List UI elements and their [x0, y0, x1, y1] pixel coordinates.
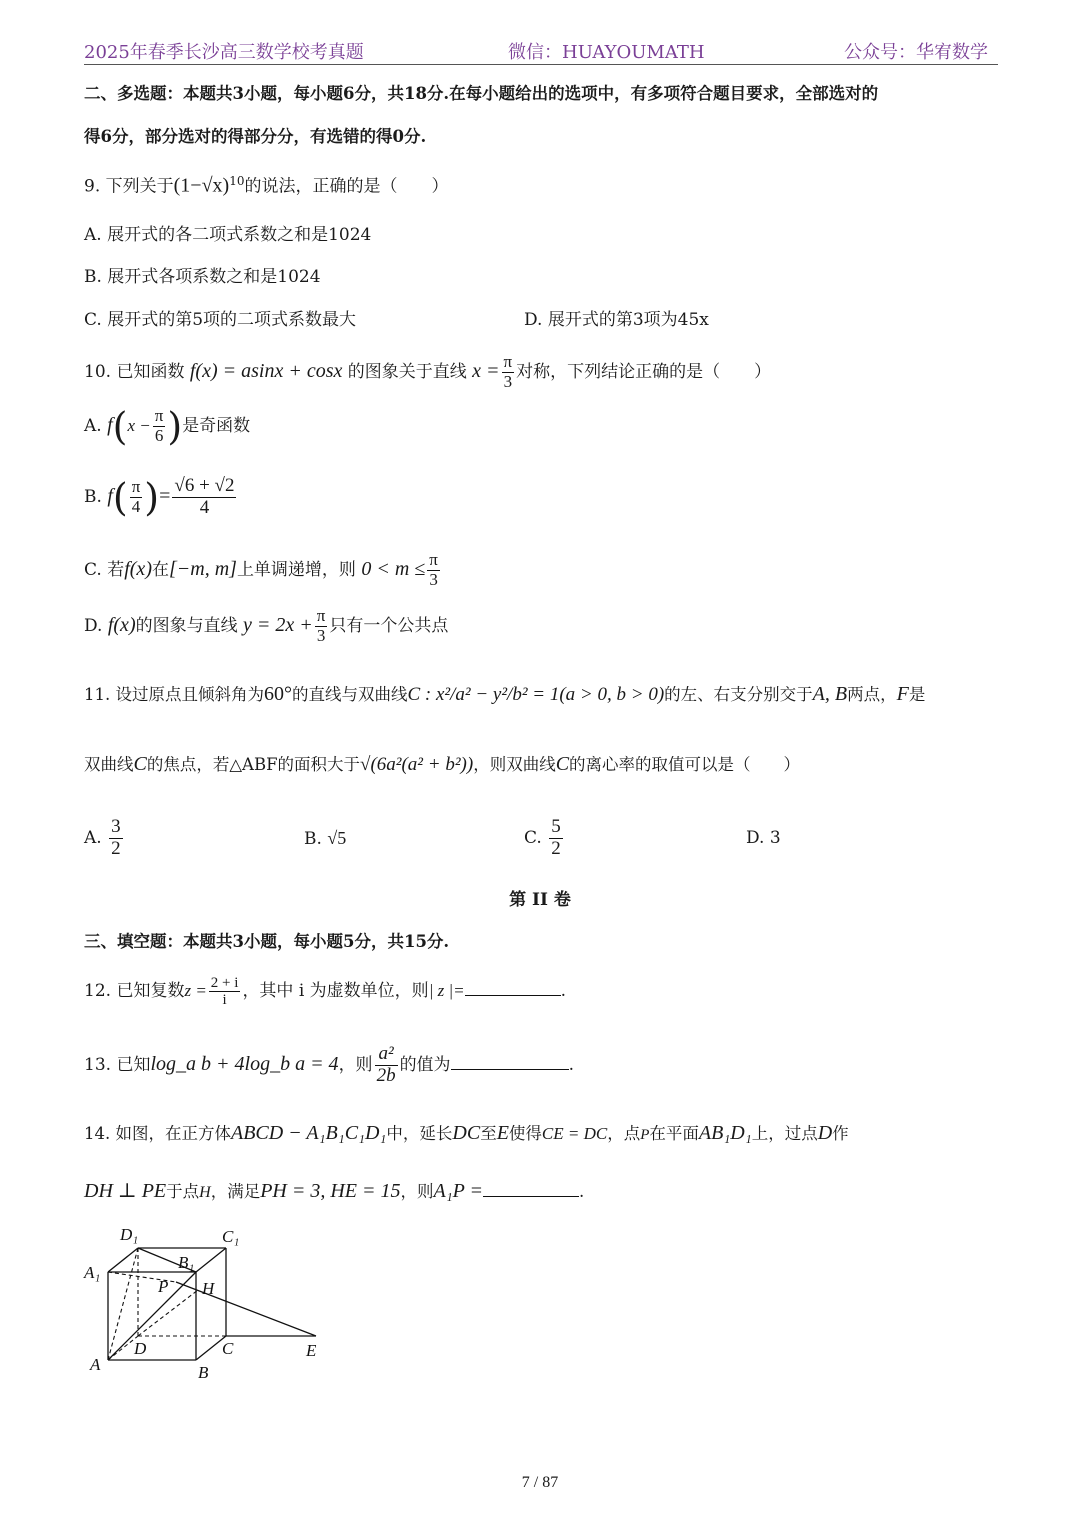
- q10-line-eq: x =: [472, 360, 500, 382]
- header-center: 微信：HUAYOUMATH: [508, 42, 705, 63]
- q10-frac: $\frac{\pi}{3}$: [503, 352, 513, 391]
- q11-option-b: B. √5: [304, 828, 347, 849]
- edge-A1D1: [108, 1248, 138, 1272]
- edge-B1C1: [196, 1248, 226, 1272]
- q12: 12. 已知复数z = $\frac{2 + i}{i}$ ，其中 i 为虚数单位，则| z |= .: [84, 974, 567, 1008]
- q13-answer-blank[interactable]: [451, 1055, 569, 1070]
- q9-option-d: D. 展开式的第3项为45x: [524, 310, 709, 330]
- label-A: A: [90, 1355, 101, 1374]
- q10-option-c: C. 若f(x)在[−m, m]上单调递增，则 0 < m ≤ $\frac{\pi}{3}$: [84, 550, 438, 589]
- q11-line2: 双曲线C的焦点，若△ABF的面积大于√(6a²(a² + b²))，则双曲线C的离心率的取值可以是（ ）: [84, 753, 801, 775]
- cube-figure: [80, 1218, 340, 1384]
- label-D: D: [134, 1339, 147, 1358]
- q11-sqrt: √(6a²(a² + b²)): [360, 754, 474, 775]
- section3-title: 三、填空题：本题共3小题，每小题5分，共15分.: [84, 932, 450, 951]
- q10-func: f(x) = asinx + cosx: [189, 360, 343, 382]
- q11-option-c: C. $\frac{5}{2}$: [524, 816, 561, 859]
- label-B1: B₁: [178, 1253, 195, 1272]
- q9-expr: (1−√x): [173, 174, 230, 197]
- q10-stem-b: 的图象关于直线: [347, 362, 467, 382]
- label-P: P: [158, 1277, 169, 1296]
- q12-answer-blank[interactable]: [465, 981, 561, 996]
- q11-line1: 11. 设过原点且倾斜角为60°的直线与双曲线C : x²/a² − y²/b² = 1(a > 0, b > 0)的左、右支分别交于A, B两点，F是: [84, 683, 926, 705]
- label-A1: A₁: [84, 1263, 101, 1282]
- q9-stem-a: 9. 下列关于: [84, 176, 174, 197]
- label-C: C: [222, 1339, 234, 1358]
- q9-stem: [84, 175, 448, 196]
- segment-DH: [138, 1290, 198, 1336]
- q10-stem: [84, 348, 771, 394]
- q9-option-c: C. 展开式的第5项的二项式系数最大: [84, 310, 357, 330]
- q10-stem-c: 对称，下列结论正确的是（ ）: [516, 362, 772, 382]
- label-D1: D₁: [120, 1225, 139, 1244]
- label-E: E: [306, 1341, 317, 1360]
- label-H: H: [202, 1279, 215, 1298]
- q11-hyperbola: C : x²/a² − y²/b² = 1(a > 0, b > 0): [407, 684, 665, 705]
- q11-option-a: A. $\frac{3}{2}$: [84, 816, 121, 859]
- q9-exp: 10: [229, 174, 245, 188]
- q10-stem-a: 10. 已知函数: [84, 362, 185, 382]
- q10-option-d: D. f(x)的图象与直线 y = 2x + $\frac{\pi}{3}$ 只有一个公共点: [84, 606, 449, 645]
- header-left: 2025年春季长沙高三数学校考真题: [84, 42, 364, 63]
- q9-stem-b: 的说法，正确的是（ ）: [244, 176, 449, 197]
- header-divider: [84, 64, 998, 65]
- page-header: [84, 38, 998, 64]
- q14-line2: DH ⊥ PE于点H，满足PH = 3, HE = 15，则A₁P = .: [84, 1180, 585, 1202]
- q9-option-b: B. 展开式各项系数之和是1024: [84, 267, 321, 287]
- section2-line1: 二、多选题：本题共3小题，每小题6分，共18分.在每小题给出的选项中，有多项符合题目要求，全部选对的: [84, 84, 879, 103]
- segment-PE: [176, 1282, 316, 1336]
- q9-option-a: A. 展开式的各二项式系数之和是1024: [84, 225, 372, 245]
- q14-answer-blank[interactable]: [483, 1182, 579, 1197]
- q11-option-d: D. 3: [746, 828, 781, 848]
- page-number: 7 / 87: [521, 1474, 559, 1491]
- volume-title: 第 II 卷: [509, 890, 571, 910]
- q10-option-b: B. f( $\frac{\pi}{4}$ )= $\frac{√6 + √2}{4}$: [84, 475, 235, 520]
- q14-line1: 14. 如图，在正方体ABCD − A₁B₁C₁D₁中，延长DC至E使得CE = DC，点P在平面AB₁D₁上，过点D作: [84, 1122, 849, 1144]
- header-right: 公众号：华宥数学: [844, 42, 988, 63]
- q13: 13. 已知log_a b + 4log_b a = 4，则 $\frac{\text{a²}}{2b}$ 的值为 .: [84, 1043, 574, 1086]
- q10-option-a: A. f(x − $\frac{\pi}{6}$ )是奇函数: [84, 404, 251, 449]
- section2-line2: 得6分，部分选对的得部分分，有选错的得0分.: [84, 127, 427, 146]
- label-B: B: [198, 1363, 209, 1382]
- label-C1: C₁: [222, 1227, 240, 1246]
